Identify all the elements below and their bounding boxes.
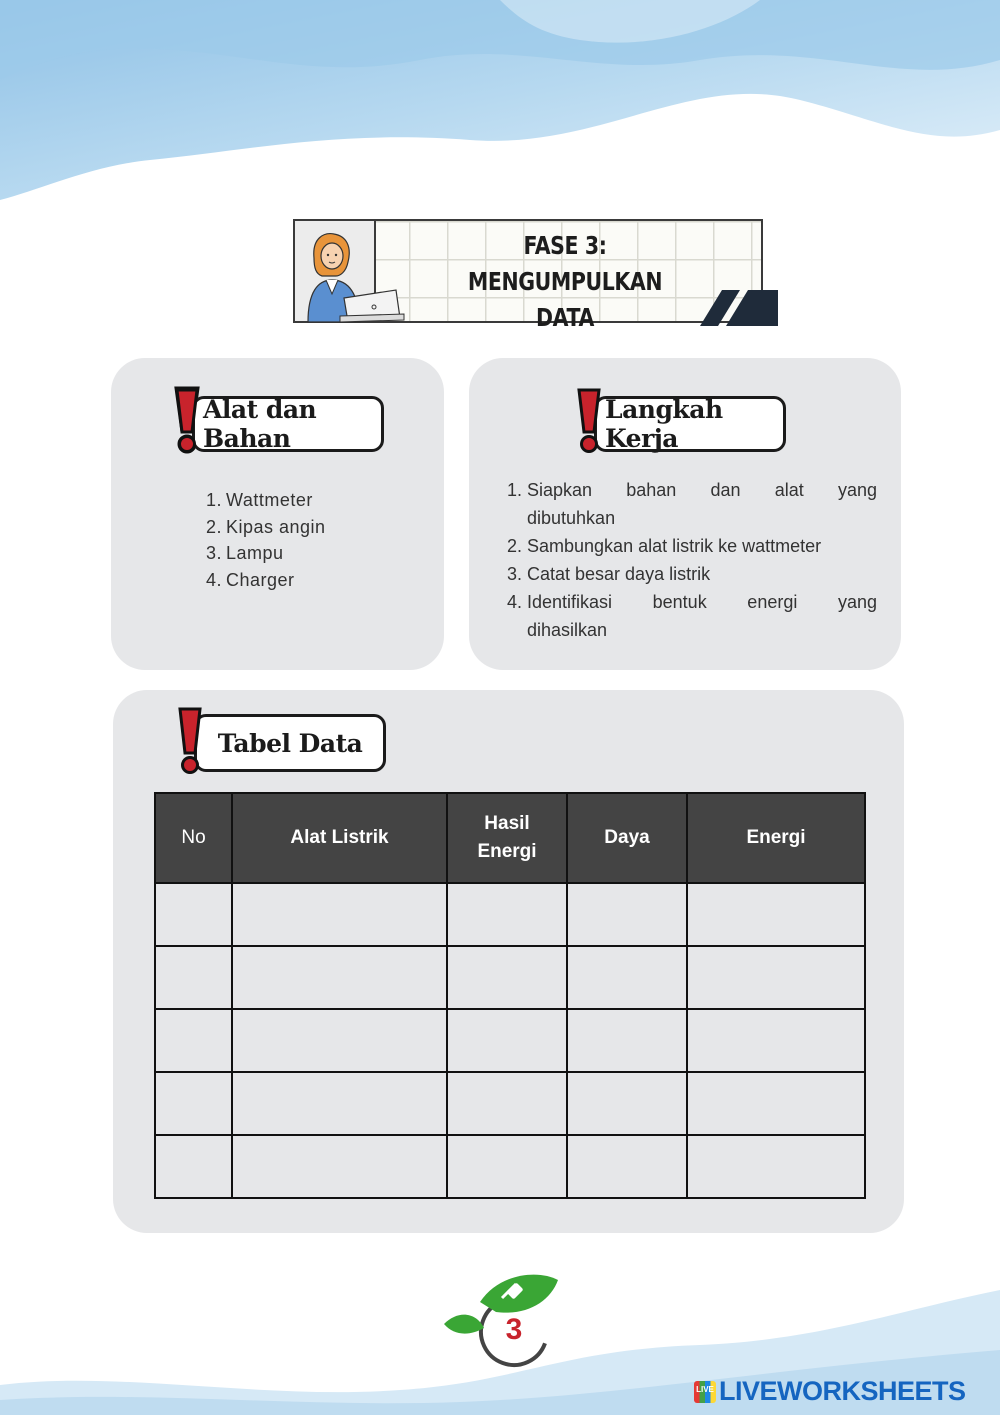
phase-title <box>446 228 684 336</box>
steps-title-tag <box>594 396 786 452</box>
materials-title-tag <box>192 396 384 452</box>
table-cell-input[interactable] <box>687 1009 865 1072</box>
list-text: Wattmeter <box>226 490 313 510</box>
table-cell-input[interactable] <box>567 883 687 946</box>
materials-title: Alat dan Bahan <box>203 395 317 453</box>
table-row <box>155 1135 865 1198</box>
list-number: 2. <box>206 516 223 537</box>
list-number: 1. <box>206 490 223 510</box>
table-cell-input[interactable] <box>447 1072 567 1135</box>
table-cell-input[interactable] <box>567 1072 687 1135</box>
table-cell-input[interactable] <box>447 1135 567 1198</box>
materials-list <box>206 487 426 593</box>
list-number: 3. <box>206 543 223 563</box>
exclamation-icon <box>574 388 604 454</box>
list-item <box>206 514 426 541</box>
table-row <box>155 1009 865 1072</box>
column-header-energy-result-label: Hasil Energi <box>477 813 537 862</box>
table-cell-input[interactable] <box>687 946 865 1009</box>
exclamation-icon <box>175 707 205 775</box>
list-item <box>206 540 426 567</box>
list-text: Siapkan bahan dan alat yang dibutuhkan <box>527 480 877 528</box>
list-text: Catat besar daya listrik <box>527 564 711 584</box>
table-cell-input[interactable] <box>687 883 865 946</box>
list-number: 4. <box>507 592 523 612</box>
list-item <box>507 588 877 644</box>
column-header-power: Daya <box>567 793 687 883</box>
steps-list <box>507 476 877 644</box>
list-item <box>507 560 877 588</box>
liveworksheets-wordmark: LIVEWORKSHEETS <box>719 1376 966 1406</box>
steps-title: Langkah Kerja <box>605 395 723 453</box>
phase-banner-corner-stripes <box>700 290 778 326</box>
table-cell-input[interactable] <box>232 1135 447 1198</box>
liveworksheets-badge <box>694 1381 716 1403</box>
list-item <box>206 487 426 514</box>
table-cell-input[interactable] <box>155 1135 232 1198</box>
table-cell-input[interactable] <box>567 1135 687 1198</box>
table-cell-input[interactable] <box>155 1072 232 1135</box>
table-cell-input[interactable] <box>687 1135 865 1198</box>
list-item <box>507 532 877 560</box>
list-number: 2. <box>507 536 523 556</box>
list-text: Kipas angin <box>226 516 326 537</box>
table-title: Tabel Data <box>217 728 363 758</box>
table-header-row <box>155 793 865 883</box>
list-text: Identifikasi bentuk energi yang dihasilkan <box>527 592 877 640</box>
list-text: Sambungkan alat listrik ke wattmeter <box>527 536 822 556</box>
table-cell-input[interactable] <box>447 883 567 946</box>
column-header-device: Alat Listrik <box>232 793 447 883</box>
liveworksheets-badge-text: LIVE <box>696 1384 714 1394</box>
student-laptop-illustration <box>300 228 405 324</box>
table-cell-input[interactable] <box>232 883 447 946</box>
table-cell-input[interactable] <box>447 1009 567 1072</box>
table-cell-input[interactable] <box>567 946 687 1009</box>
exclamation-icon <box>172 388 202 454</box>
table-row <box>155 883 865 946</box>
table-row <box>155 946 865 1009</box>
data-table <box>154 792 866 1199</box>
list-text: Charger <box>226 569 295 590</box>
phase-title-line2: MENGUMPULKAN DATA <box>467 267 663 332</box>
table-cell-input[interactable] <box>567 1009 687 1072</box>
top-watercolor-background <box>0 0 1000 200</box>
table-cell-input[interactable] <box>155 883 232 946</box>
list-number: 3. <box>507 564 523 584</box>
list-item <box>507 476 877 532</box>
list-text: Lampu <box>226 543 284 563</box>
table-cell-input[interactable] <box>232 1072 447 1135</box>
column-header-energy-result <box>447 793 567 883</box>
table-cell-input[interactable] <box>155 1009 232 1072</box>
list-number: 1. <box>507 480 523 500</box>
table-cell-input[interactable] <box>155 946 232 1009</box>
table-cell-input[interactable] <box>447 946 567 1009</box>
list-item <box>206 567 426 594</box>
table-cell-input[interactable] <box>232 946 447 1009</box>
table-title-tag <box>194 714 386 772</box>
list-number: 4. <box>206 569 223 590</box>
page-number: 3 <box>505 1313 523 1346</box>
phase-title-line1: FASE 3: <box>523 231 607 260</box>
table-cell-input[interactable] <box>232 1009 447 1072</box>
column-header-energy: Energi <box>687 793 865 883</box>
liveworksheets-logo <box>694 1376 966 1407</box>
table-row <box>155 1072 865 1135</box>
table-cell-input[interactable] <box>687 1072 865 1135</box>
column-header-no: No <box>155 793 232 883</box>
